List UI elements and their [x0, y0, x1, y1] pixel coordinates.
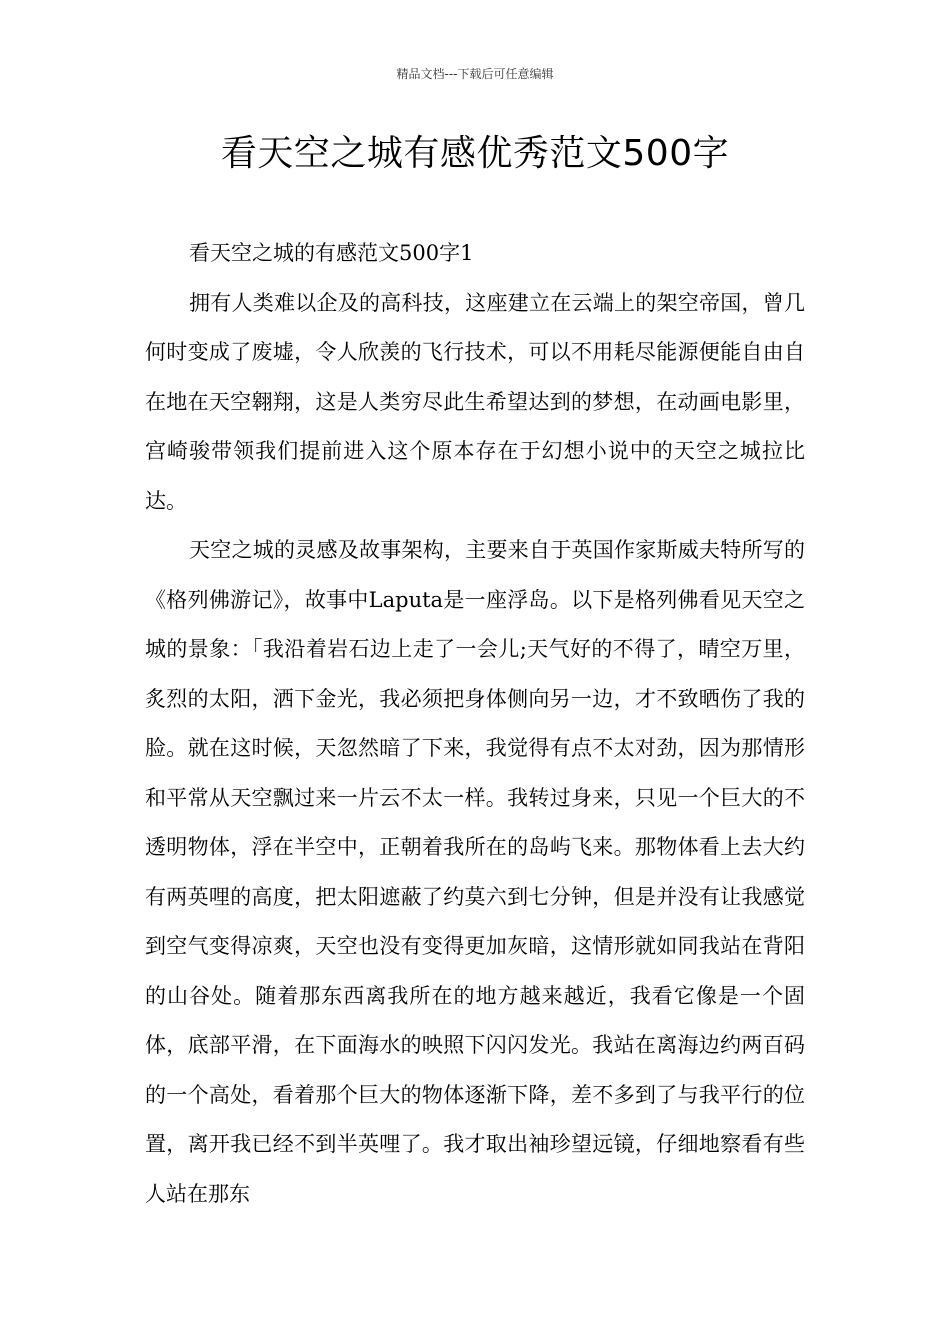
- paragraph-1: 拥有人类难以企及的高科技，这座建立在云端上的架空帝国，曾几何时变成了废墟，令人欣羡的飞行技术，可以不用耗尽能源便能自由自在地在天空翱翔，这是人类穷尽此生希望达到的梦想，在动画电影里，宫崎骏带领我们提前进入这个原本存在于幻想小说中的天空之城拉比达。: [145, 290, 805, 513]
- paragraph-2: 天空之城的灵感及故事架构，主要来自于英国作家斯威夫特所写的《格列佛游记》，故事中Laputa是一座浮岛。以下是格列佛看见天空之城的景象：「我沿着岩石边上走了一会儿;天气好的不得了，晴空万里，炙烈的太阳，洒下金光，我必须把身体侧向另一边，才不致晒伤了我的脸。就在这时候，天忽然暗了下来，我觉得有点不太对劲，因为那情形和平常从天空飘过来一片云不太一样。我转过身来，只见一个巨大的不透明物体，浮在半空中，正朝着我所在的岛屿飞来。那物体看上去大约有两英哩的高度，把太阳遮蔽了约莫六到七分钟，但是并没有让我感觉到空气变得凉爽，天空也没有变得更加灰暗，这情形就如同我站在背阳的山谷处。随着那东西离我所在的地方越来越近，我看它像是一个固体，底部平滑，在下面海水的映照下闪闪发光。我站在离海边约两百码的一个高处，看着那个巨大的物体逐渐下降，差不多到了与我平行的位置，离开我已经不到半英哩了。我才取出袖珍望远镜，仔细地察看有些人站在那东: [145, 538, 805, 1206]
- document-title: 看天空之城有感优秀范文500字: [220, 133, 730, 174]
- header-note: 精品文档---下载后可任意编辑: [396, 67, 554, 81]
- section-subheading: 看天空之城的有感范文500字1: [189, 241, 474, 265]
- document-body: [145, 229, 805, 1219]
